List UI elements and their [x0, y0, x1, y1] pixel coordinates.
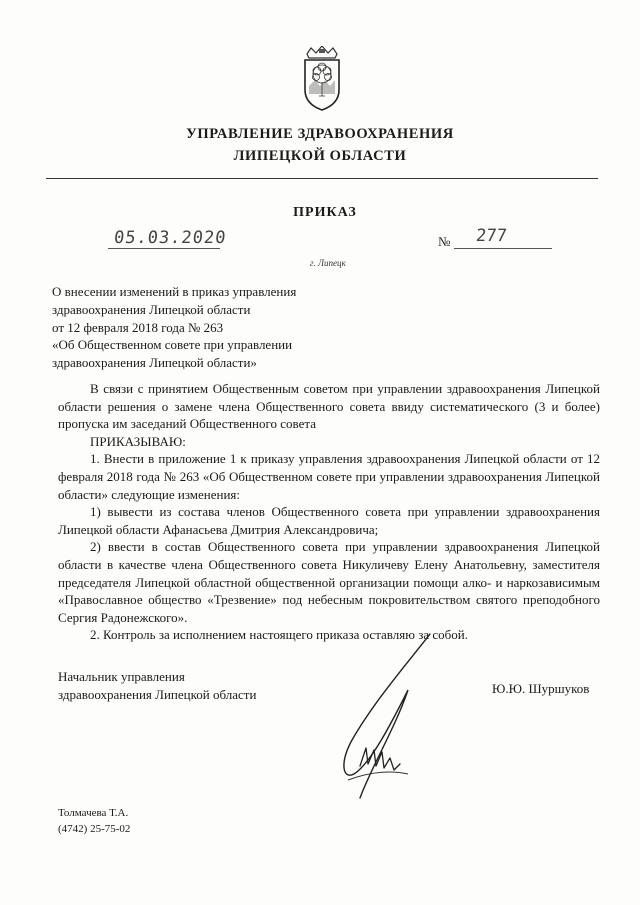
item-1: 1. Внести в приложение 1 к приказу управления здравоохранения Липецкой области от 12 февраля 2018 года № 263 «Об Общественном совете при управлении здравоохранения Липецкой области» следующие изменения: — [58, 451, 600, 502]
city-label: г. Липецк — [310, 258, 346, 268]
org-name-line1: УПРАВЛЕНИЕ ЗДРАВООХРАНЕНИЯ — [186, 126, 454, 142]
executor-info: Толмачева Т.А. (4742) 25-75-02 — [58, 807, 131, 835]
document-title: ПРИКАЗ — [293, 205, 357, 220]
signatory-position: Начальник управления здравоохранения Липецкой области — [58, 669, 257, 702]
item-2: 2. Контроль за исполнением настоящего приказа оставляю за собой. — [90, 627, 468, 643]
order-body — [58, 380, 600, 644]
intro-paragraph: В связи с принятием Общественным советом при управлении здравоохранения Липецкой области решения о замене члена Общественного совета ввиду систематического (3 и более) пропуска им заседаний Общественного совета — [58, 381, 600, 432]
order-word: ПРИКАЗЫВАЮ: — [90, 433, 186, 449]
item-1-1: 1) вывести из состава членов Общественного совета при управлении здравоохранения Липецкой области Афанасьева Дмитрия Александровича; — [58, 504, 600, 537]
handwritten-signature — [330, 630, 440, 805]
coat-of-arms-emblem — [299, 46, 345, 112]
number-underline — [454, 248, 552, 249]
order-subject: О внесении изменений в приказ управления здравоохранения Липецкой области от 12 февраля 2018 года № 263 «Об Общественном совете при управлении здравоохранения Липецкой области» — [52, 284, 297, 371]
header-divider — [46, 178, 598, 179]
order-date: 05.03.2020 — [112, 228, 228, 248]
org-name-line2: ЛИПЕЦКОЙ ОБЛАСТИ — [233, 148, 407, 164]
item-1-2: 2) ввести в состав Общественного совета при управлении здравоохранения Липецкой области в качестве члена Общественного совета Никуличеву Елену Анатольевну, заместителя председателя Липецкой областной общественной организации помощи алко- и наркозависимым «Православное общество «Трезвение» под небесным покровительством святого преподобного Сергия Радонежского». — [58, 539, 600, 625]
order-number: 277 — [474, 226, 508, 246]
signatory-name: Ю.Ю. Шуршуков — [492, 681, 590, 696]
date-underline — [108, 248, 220, 249]
number-sign: № — [438, 234, 451, 249]
